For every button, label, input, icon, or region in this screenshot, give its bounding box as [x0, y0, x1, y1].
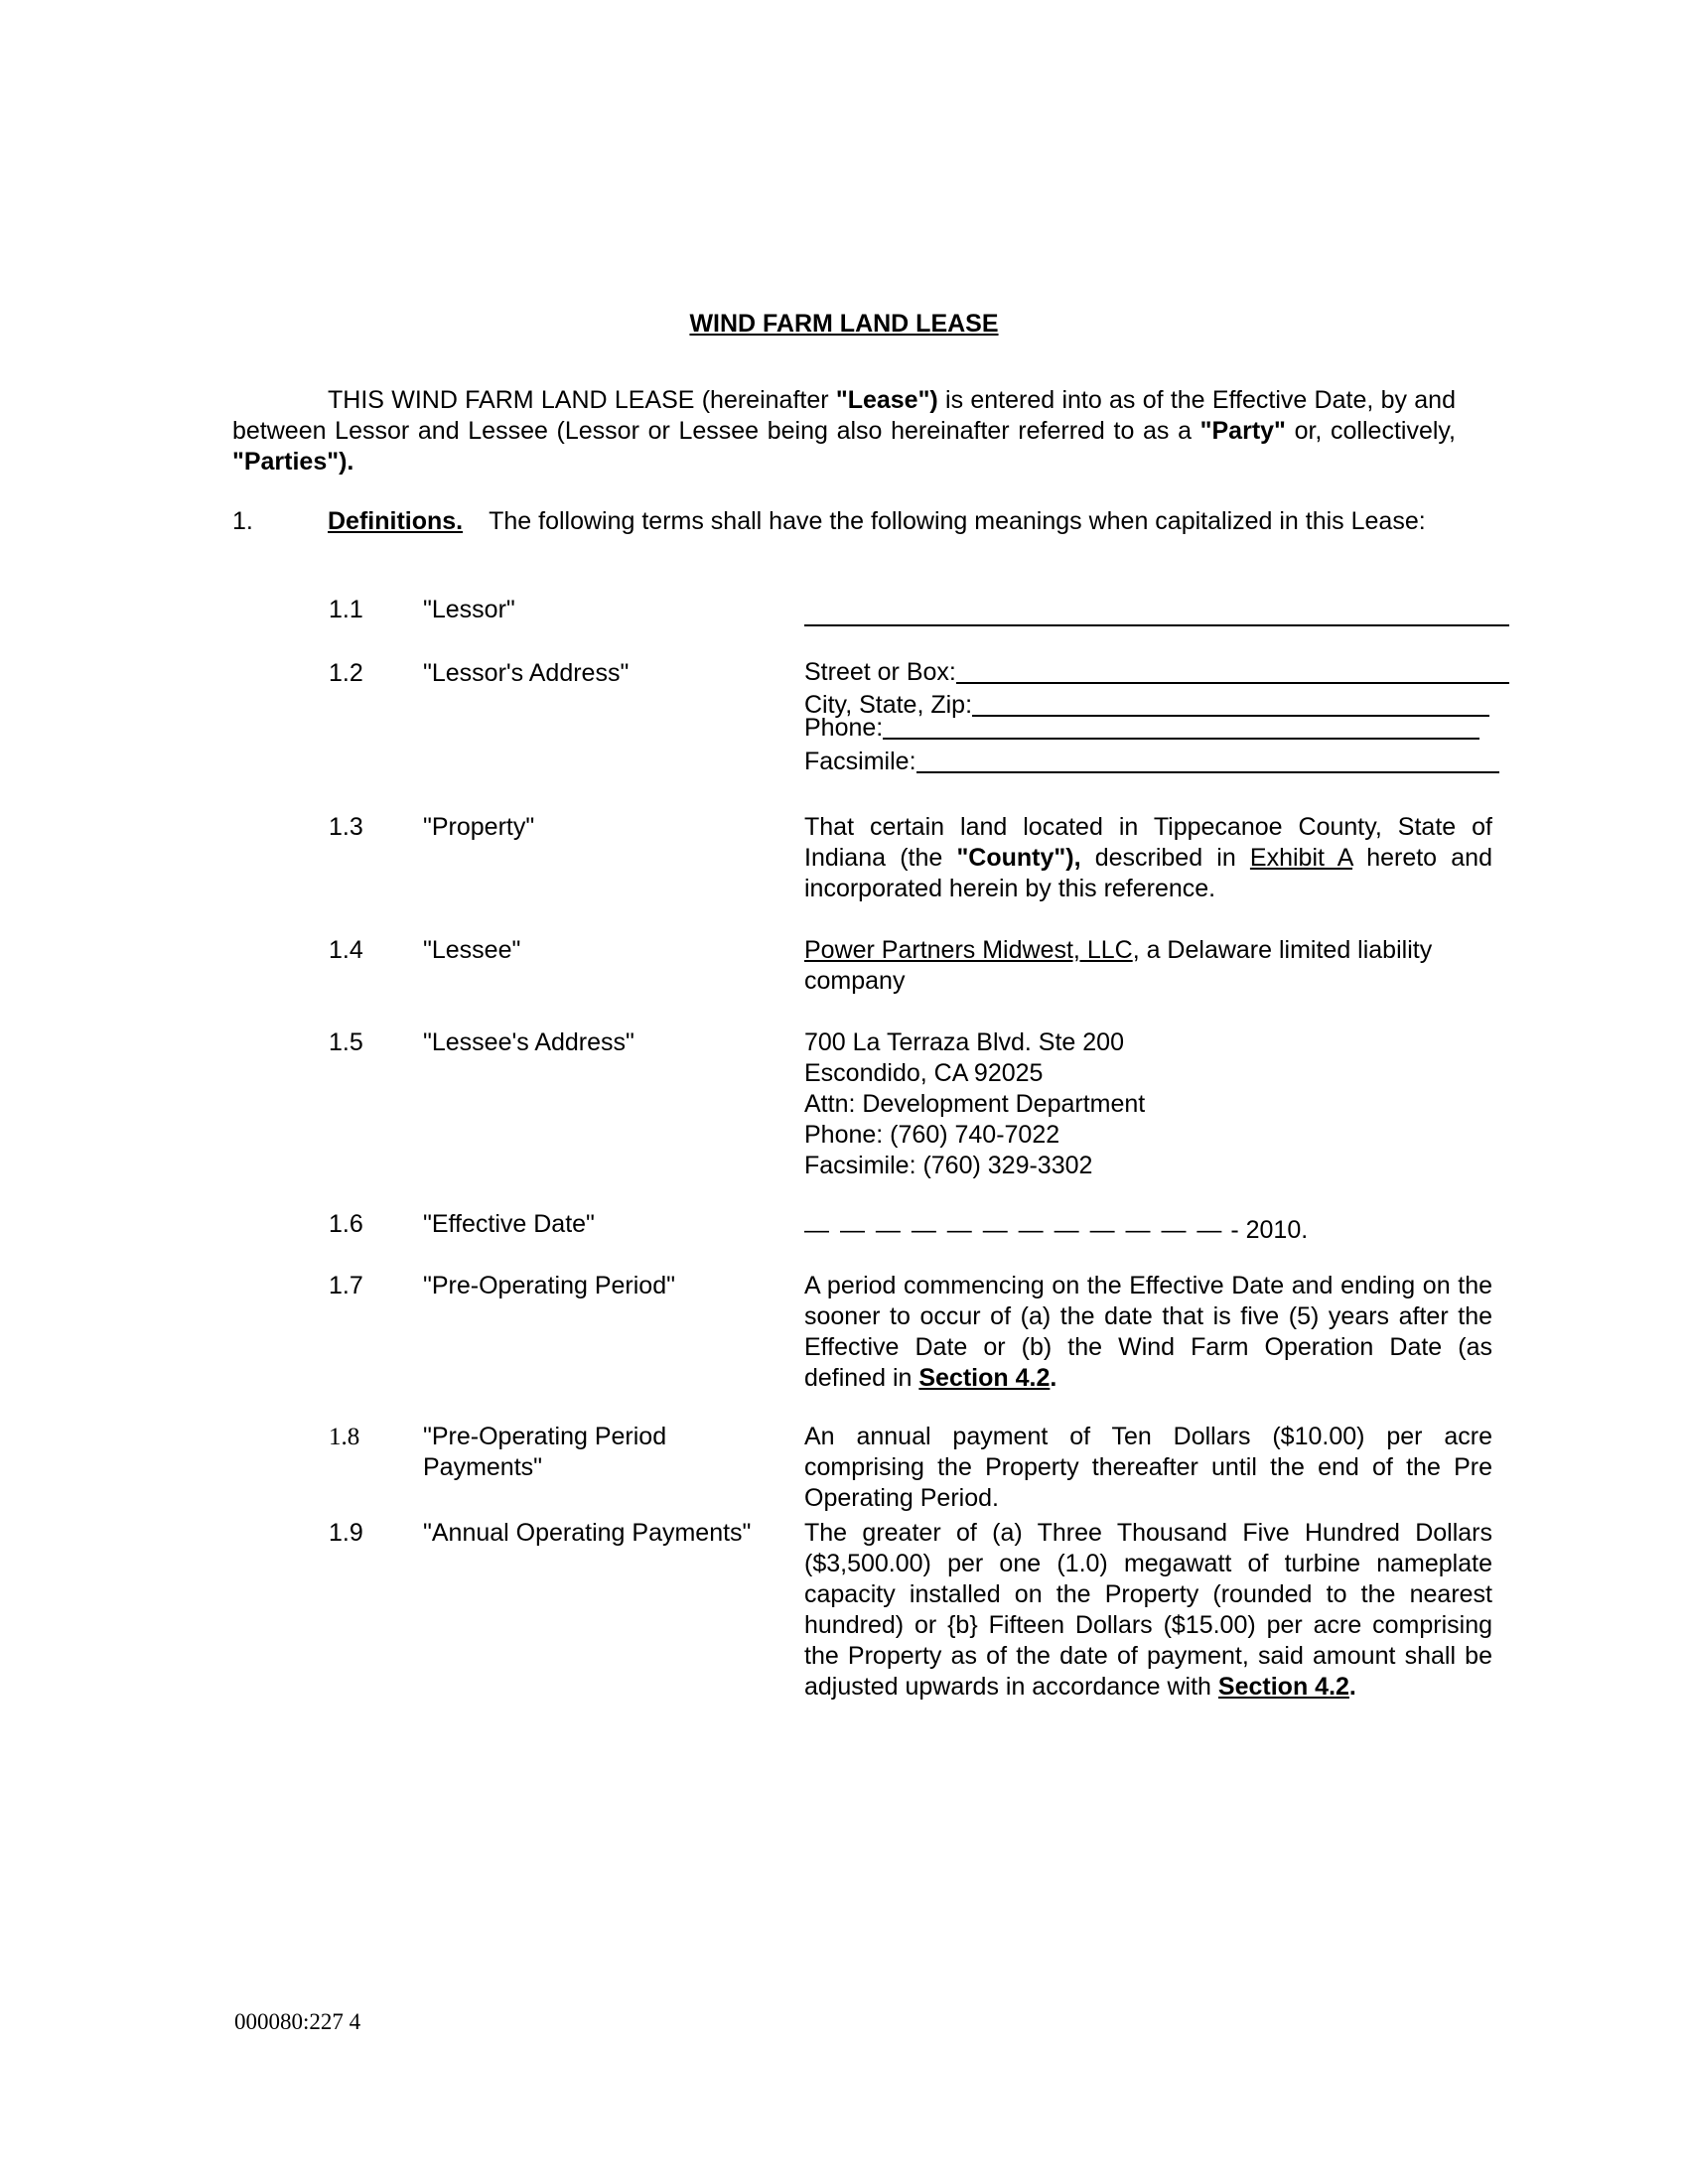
document-footer-id: 000080:227 4 [234, 2009, 361, 2034]
address-line: 700 La Terraza Blvd. Ste 200 [804, 1028, 1124, 1056]
county-term: "County"), [956, 844, 1081, 872]
fax-field [804, 747, 1499, 777]
definition-term: "Lessor" [423, 596, 515, 623]
section-heading: Definitions. [328, 507, 464, 535]
lessee-address-block [804, 1027, 1492, 1181]
definition-number: 1.5 [329, 1028, 363, 1056]
section-reference: Section 4.2 [1217, 1673, 1349, 1701]
definition-number: 1.6 [329, 1210, 363, 1238]
address-line: Escondido, CA 92025 [804, 1059, 1044, 1087]
definition-number: 1.7 [329, 1272, 363, 1299]
address-line: Facsimile: (760) 329-3302 [804, 1152, 1093, 1179]
intro-text-1: THIS WIND FARM LAND LEASE (hereinafter [328, 386, 836, 414]
section-intro-text: The following terms shall have the following meanings when capitalized in this Lease: [489, 507, 1426, 535]
definition-value: Power Partners Midwest, LLC, a Delaware limited liability company [804, 936, 1433, 995]
definition-number: 1.2 [329, 659, 363, 687]
city-label: City, State, Zip: [804, 691, 973, 719]
definition-value: A period commencing on the Effective Date and ending on the sooner to occur of (a) the date that is five (5) years after the Effective Date or (b) the Wind Farm Operation Date (as defined in Section 4.2. [804, 1272, 1492, 1392]
definition-number: 1.1 [329, 596, 363, 623]
street-label: Street or Box: [804, 658, 956, 686]
document-title: WIND FARM LAND LEASE [689, 310, 999, 338]
effective-date-value [804, 1215, 1492, 1246]
date-blank-dashes: — — — — — — — — — — — — [804, 1216, 1224, 1244]
lessee-company-name: Power Partners Midwest, LLC [804, 936, 1133, 964]
section-1-heading [232, 506, 1456, 537]
definition-value: The greater of (a) Three Thousand Five Hundred Dollars ($3,500.00) per one (1.0) megawatt of turbine nameplate capacity installed on the Property (rounded to the nearest hundred) or {b} Fifteen Dollars ($15.00) per acre comprising the Property as of the date of payment, said amount shall be adjusted upwards in accordance with Section 4.2. [804, 1519, 1492, 1701]
section-number: 1. [232, 507, 253, 535]
address-line: Phone: (760) 740-7022 [804, 1121, 1060, 1149]
street-field [804, 658, 1509, 688]
party-term: "Party" [1199, 417, 1286, 445]
exhibit-a-reference: Exhibit A [1249, 844, 1353, 872]
effective-year: - 2010. [1223, 1216, 1309, 1244]
definition-term: "Lessee" [423, 936, 521, 964]
lease-term: "Lease") [835, 386, 938, 414]
definition-term: "Pre-Operating Period Payments" [423, 1423, 667, 1481]
definition-term: "Lessor's Address" [423, 659, 630, 687]
definition-number: 1.9 [329, 1519, 363, 1547]
section-reference: Section 4.2 [918, 1364, 1051, 1392]
definition-value: That certain land located in Tippecanoe County, State of Indiana (the "County"), described in Exhibit A hereto and incorporated herein by this reference. [804, 813, 1492, 902]
phone-field [804, 714, 1479, 744]
definition-number: 1.3 [329, 813, 363, 841]
definition-value: An annual payment of Ten Dollars ($10.00) per acre comprising the Property thereafter until the end of the Pre Operating Period. [804, 1423, 1492, 1512]
fax-label: Facsimile: [804, 748, 916, 775]
definition-term: "Pre-Operating Period" [423, 1272, 675, 1299]
lessor-address-fields [804, 658, 1509, 777]
definition-term: "Lessee's Address" [423, 1028, 634, 1056]
definition-term: "Annual Operating Payments" [423, 1519, 752, 1547]
definition-term: "Effective Date" [423, 1210, 595, 1238]
intro-text-2: is entered into as of the Effective Date, by and between Lessor and Lessee (Lessor or Lessee being also hereinafter referred to as a [232, 386, 1456, 445]
intro-paragraph [232, 385, 1456, 478]
parties-term: "Parties"). [232, 448, 354, 476]
intro-text-3: or, collectively, [1285, 417, 1456, 445]
address-line: Attn: Development Department [804, 1090, 1146, 1118]
phone-label: Phone: [804, 714, 884, 742]
definition-term: "Property" [423, 813, 535, 841]
definition-number: 1.8 [329, 1424, 360, 1450]
lessor-name-blank [804, 595, 1509, 626]
definition-number: 1.4 [329, 936, 363, 964]
